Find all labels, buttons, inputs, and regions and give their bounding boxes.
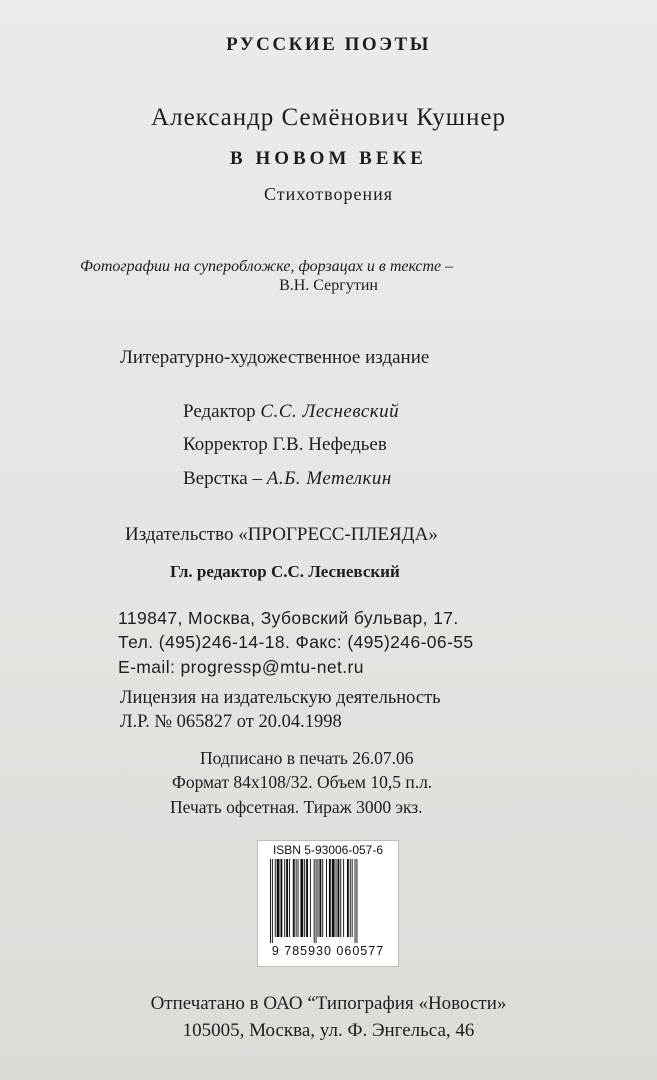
printer-name: Отпечатано в ОАО “Типография «Новости» xyxy=(150,993,507,1014)
staff-role: Верстка – xyxy=(183,468,262,489)
print-run: Печать офсетная. Тираж 3000 экз. xyxy=(170,797,423,817)
barcode-digits: 9 785930 060577 xyxy=(271,944,385,958)
staff-corrector xyxy=(183,434,387,456)
print-format: Формат 84х108/32. Объем 10,5 п.л. xyxy=(172,772,433,792)
staff-role: Корректор xyxy=(183,434,268,455)
address-street: 119847, Москва, Зубовский бульвар, 17. xyxy=(118,608,459,628)
staff-layout xyxy=(183,468,392,490)
chief-editor: Гл. редактор С.С. Лесневский xyxy=(170,562,400,581)
series-name: РУССКИЕ ПОЭТЫ xyxy=(226,34,431,55)
print-signed: Подписано в печать 26.07.06 xyxy=(200,748,414,768)
license-line2: Л.Р. № 065827 от 20.04.1998 xyxy=(120,712,342,732)
author-name: Александр Семёнович Кушнер xyxy=(151,104,506,131)
publisher-name: Издательство «ПРОГРЕСС-ПЛЕЯДА» xyxy=(125,524,438,545)
isbn-label: ISBN 5-93006-057-6 xyxy=(272,843,384,857)
staff-editor xyxy=(183,401,399,423)
book-title: В НОВОМ ВЕКЕ xyxy=(230,148,427,169)
license-line1: Лицензия на издательскую деятельность xyxy=(120,688,441,708)
address-phone: Тел. (495)246-14-18. Факс: (495)246-06-55 xyxy=(118,632,474,652)
genre-label: Стихотворения xyxy=(263,184,394,204)
photo-credit-line1: Фотографии на суперобложке, форзацах и в тексте – xyxy=(80,258,454,275)
barcode-icon xyxy=(268,859,388,943)
edition-type: Литературно-художественное издание xyxy=(120,347,430,368)
staff-role: Редактор xyxy=(183,401,256,422)
printer-address: 105005, Москва, ул. Ф. Энгельса, 46 xyxy=(182,1020,475,1041)
photo-credit-name: В.Н. Сергутин xyxy=(279,277,378,294)
address-email: E-mail: progressp@mtu-net.ru xyxy=(118,657,364,677)
staff-name: С.С. Лесневский xyxy=(260,401,400,422)
staff-name: Г.В. Нефедьев xyxy=(272,434,387,455)
isbn-barcode-block xyxy=(257,840,399,967)
staff-name: А.Б. Метелкин xyxy=(266,468,392,489)
